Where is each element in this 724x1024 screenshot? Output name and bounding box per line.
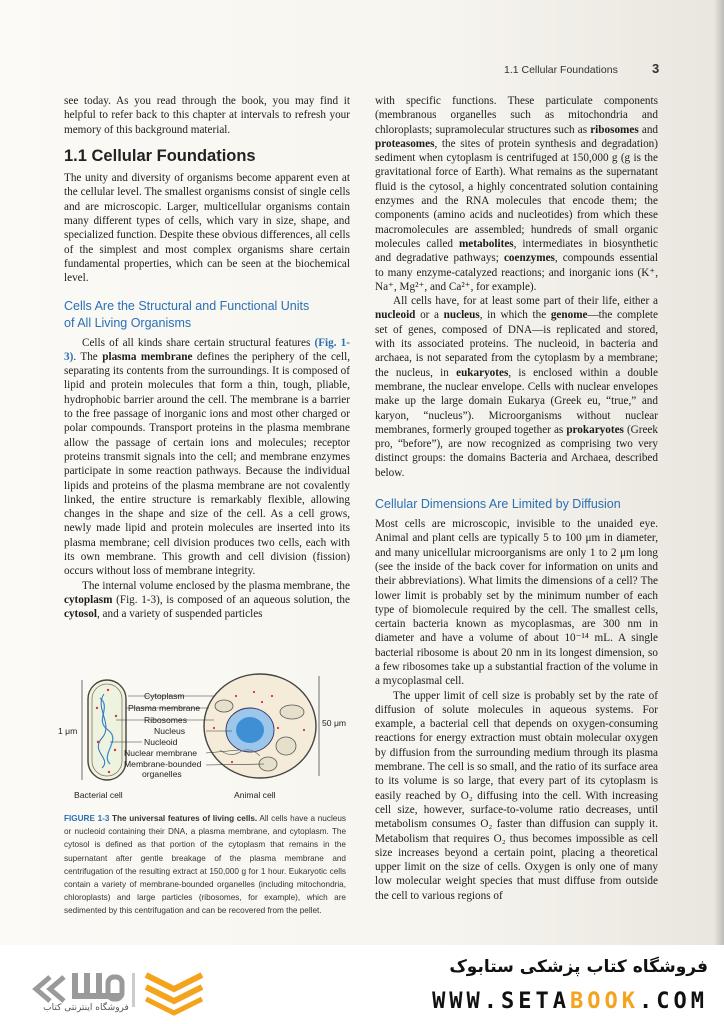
label-scale-50um: 50 μm	[322, 718, 347, 728]
label-scale-1um: 1 μm	[58, 726, 78, 736]
label-ribosomes: Ribosomes	[144, 715, 187, 725]
paragraph: All cells have, for at least some part of their life, either a nucleoid or a nucleus, in which the genome—the complete set of genes, composed of DNA—is replicated and stored, with its associated proteins. The nucleoid, in bacteria and archaea, is not separated from the cytoplasm by a membrane; the nucleus, in eukaryotes, is enclosed within a double membrane, the nuclear envelope. Cells with nuclear envelopes make up the large domain Eukarya (Greek eu, “true,” and karyon, “nucleus”). Microorganisms without nuclear membranes, formerly grouped together as prokaryotes (Greek pro, “before”), are now recognized as comprising two very distinct groups: the domains Bacteria and Archaea, described below.	[375, 295, 658, 479]
animal-cell-drawing	[204, 674, 319, 778]
store-banner	[0, 945, 724, 1024]
label-nucleus: Nucleus	[154, 726, 186, 736]
paragraph: Cells of all kinds share certain structural features (Fig. 1-3). The plasma membrane defines the periphery of the cell, separating its contents from the surroundings. It is composed of lipid and protein molecules that form a thin, tough, pliable, hydrophobic barrier around the cell. The membrane is a barrier to the free passage of inorganic ions and most other charged or polar compounds. Transport proteins in the plasma membrane allow the passage of certain ions and molecules; receptor proteins transmit signals into the cell; and membrane enzymes participate in some reaction pathways. Because the individual lipids and proteins of the plasma membrane are not covalently linked, the entire structure is remarkably flexible, allowing changes in the shape and size of the cell. As a cell grows, newly made lipid and protein molecules are inserted into its plasma membrane; cell division produces two cells, each with its own membrane. This growth and cell division (fission) occurs without loss of membrane integrity.	[64, 336, 350, 578]
key-term: nucleus	[443, 309, 480, 322]
subsection-heading: Cellular Dimensions Are Limited by Diffusion	[375, 497, 621, 512]
right-column	[375, 94, 658, 903]
cell-diagram	[58, 668, 354, 808]
key-term: coenzymes	[503, 252, 555, 265]
paragraph: with specific functions. These particulate components (membranous organelles such as mitochondria and chloroplasts; supramolecular structures such as ribosomes and proteasomes, the sites of protein synthesis and degradation) sediment when cytoplasm is centrifuged at 150,000 g (g is the gravitational force of Earth). What remains as the supernatant fluid is the cytosol, a highly concentrated solution containing enzymes and the RNA molecules that encode them; the components (amino acids and nucleotides) from which these macromolecules are assembled; hundreds of small organic molecules called metabolites, intermediates in biosynthetic and degradative pathways; coenzymes, compounds essential to many enzyme-catalyzed reactions; and inorganic ions (K⁺, Na⁺, Mg²⁺, and Ca²⁺, for example).	[375, 95, 659, 293]
paragraph: The unity and diversity of organisms become apparent even at the cellular level. The smallest organisms consist of single cells and are microscopic. Larger, multicellular organisms contain many different types of cells, which vary in size, shape, and specialized function. Despite these obvious differences, all cells of the simplest and most complex organisms share certain fundamental properties, which can be seen at the biochemical level.	[64, 172, 350, 285]
paragraph: see today. As you read through the book, you may find it helpful to refer back to this chapter at intervals to refresh your memory of this background material.	[64, 95, 350, 136]
figure-caption	[64, 812, 346, 918]
figure-number: FIGURE 1-3	[64, 814, 110, 823]
figure-title: The universal features of living cells.	[112, 814, 258, 823]
bacterial-cell-drawing	[82, 680, 126, 780]
key-term: cytoplasm	[64, 593, 113, 606]
label-bacterial-cell: Bacterial cell	[74, 790, 123, 800]
subsection-heading-line: of All Living Organisms	[64, 315, 192, 330]
figure-1-3	[58, 668, 354, 808]
key-term: proteasomes	[375, 137, 435, 150]
key-term: prokaryotes	[566, 423, 624, 436]
key-term: eukaryotes	[456, 366, 509, 379]
subsection-heading	[64, 298, 350, 332]
paragraph: The internal volume enclosed by the plasma membrane, the cytoplasm (Fig. 1-3), is composed of an aqueous solution, the cytosol, and a variety of suspended particles	[64, 579, 350, 621]
label-plasma-membrane: Plasma membrane	[128, 703, 201, 713]
store-name: فروشگاه کتاب پزشکی ستابوک	[449, 957, 708, 977]
figure-reference[interactable]: (Fig. 1-3)	[64, 336, 350, 363]
key-term: cytosol	[64, 608, 97, 621]
running-head: 1.1 Cellular Foundations	[504, 64, 618, 76]
key-term: plasma membrane	[102, 350, 193, 363]
label-nucleoid: Nucleoid	[144, 737, 178, 747]
key-term: genome	[550, 309, 588, 322]
subsection-heading-line: Cells Are the Structural and Functional Units	[64, 298, 310, 313]
key-term: nucleoid	[375, 309, 416, 322]
store-url[interactable]: WWW.SETABOOK.COM	[432, 989, 708, 1014]
page-spine-shadow	[714, 0, 724, 945]
key-term: ribosomes	[590, 123, 639, 136]
page-number: 3	[652, 61, 660, 76]
label-organelles: organelles	[142, 769, 182, 779]
figure-caption-text: All cells have a nucleus or nucleoid containing their DNA, a plasma membrane, and cytoplasm. The cytosol is defined as that portion of the cytoplasm that remains in the supernatant after gentle breakage of the plasma membrane and centrifugation of the resulting extract at 150,000 g for 1 hour. Eukaryotic cells contain a variety of membrane-bounded organelles (including mitochondria, chloroplasts) and large particles (ribosomes, for example), which are sedimented by this centrifugation and can be recovered from the pellet.	[64, 814, 346, 916]
label-cytoplasm: Cytoplasm	[144, 691, 185, 701]
paragraph: Most cells are microscopic, invisible to the unaided eye. Animal and plant cells are typically 5 to 100 μm in diameter, and many unicellular microorganisms are only 1 to 2 μm long (see the inside of the back cover for information on units and their abbreviations). What limits the dimensions of a cell? The lower limit is probably set by the minimum number of each type of biomolecule required by the cell. The smallest cells, certain bacteria known as mycoplasmas, are 300 nm in diameter and have a volume of about 10⁻¹⁴ mL. A single bacterial ribosome is about 20 nm in its longest dimension, so a few ribosomes take up a substantial fraction of the volume in a mycoplasmal cell.	[375, 518, 658, 688]
label-nuclear-membrane: Nuclear membrane	[124, 748, 198, 758]
label-membrane-bounded: Membrane-bounded	[124, 759, 202, 769]
key-term: metabolites	[458, 237, 514, 250]
label-animal-cell: Animal cell	[234, 790, 276, 800]
paragraph: The upper limit of cell size is probably set by the rate of diffusion of solute molecules in aqueous systems. For example, a bacterial cell that depends on oxygen-consuming reactions for energy extraction must obtain molecular oxygen by diffusion from the surrounding medium through its plasma membrane. The cell is so small, and the ratio of its surface area to its volume is so large, that every part of its cytoplasm is easily reached by O₂ diffusing into the cell. With increasing cell size, however, surface-to-volume ratio decreases, until metabolism consumes O₂ faster than diffusion can supply it. Metabolism that requires O₂ thus becomes impossible as cell size increases beyond a certain point, placing a theoretical upper limit on the size of cells. Oxygen is only one of many low molecular weight species that must diffuse from outside the cell to various regions of	[375, 689, 658, 902]
left-column	[64, 94, 350, 622]
logo-subtitle: فروشگاه اینترنتی کتاب	[43, 1003, 129, 1013]
section-title: 1.1 Cellular Foundations	[64, 146, 256, 165]
